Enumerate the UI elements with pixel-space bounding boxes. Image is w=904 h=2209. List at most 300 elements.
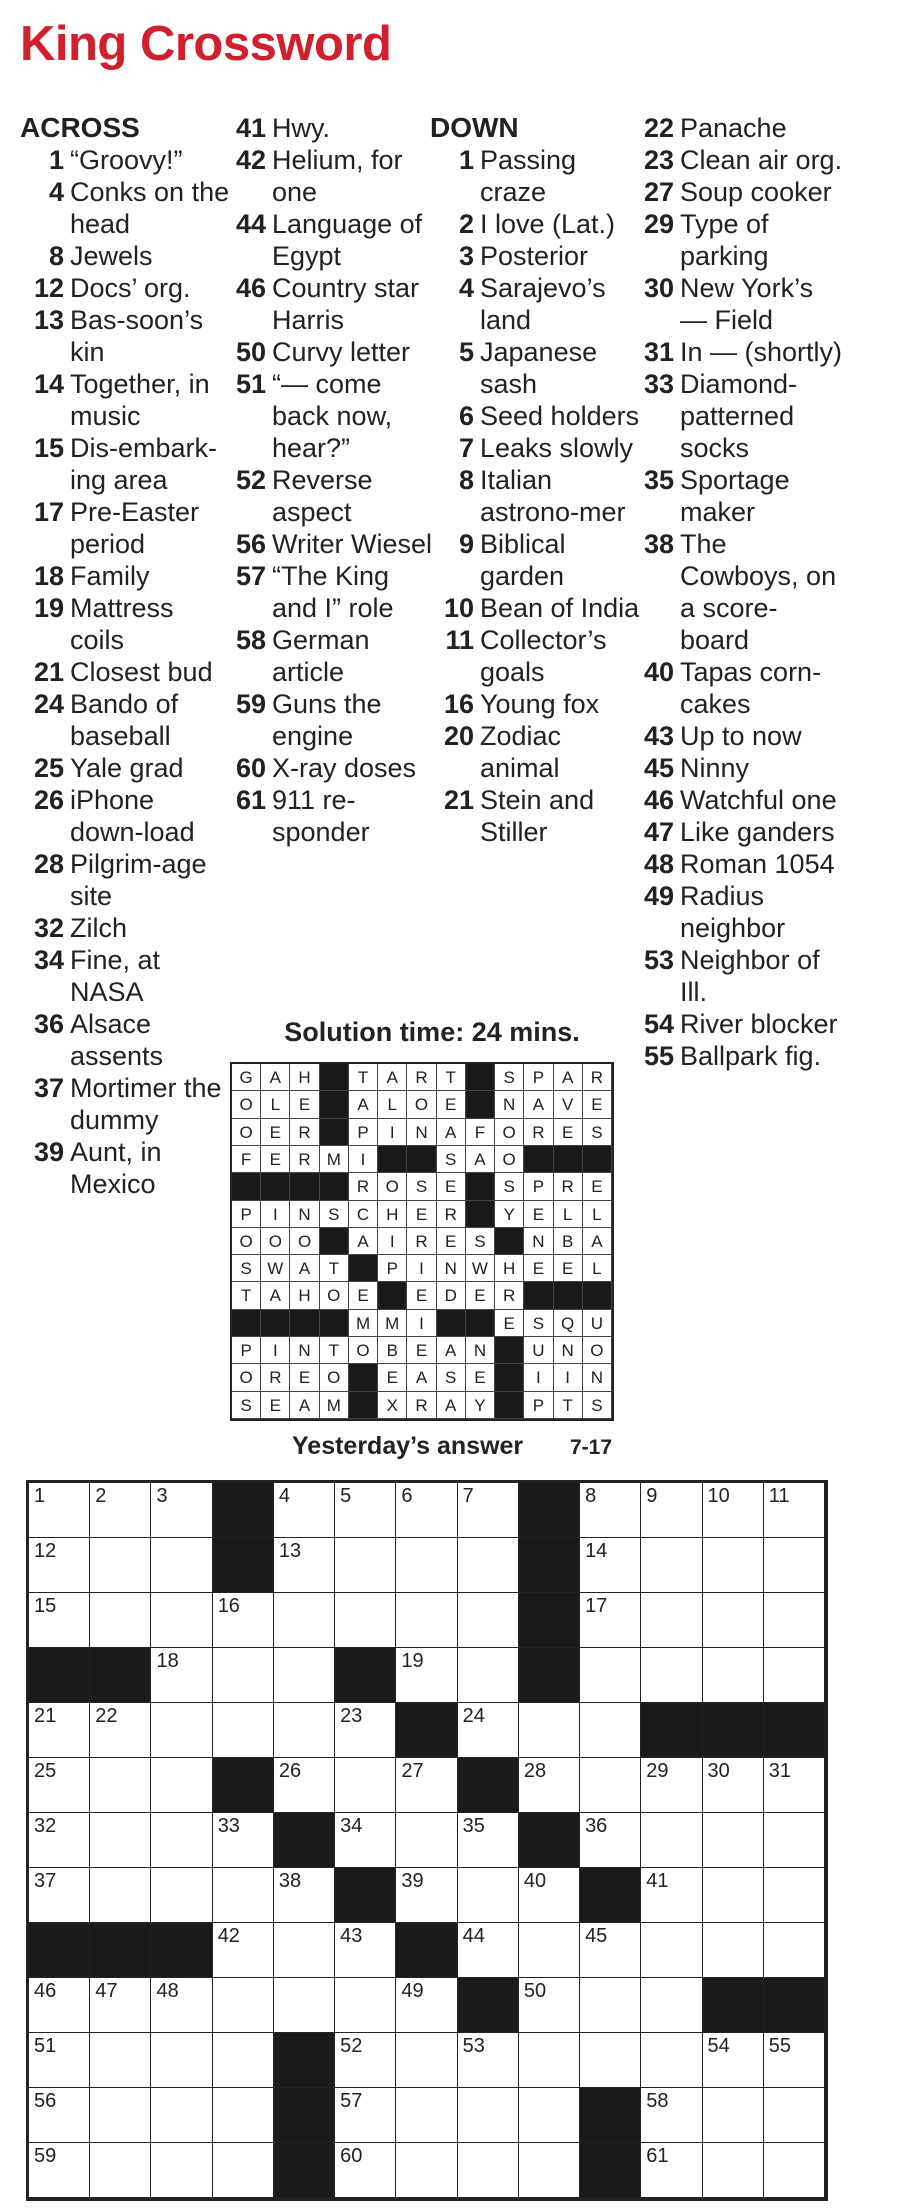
solution-letter: F <box>232 1146 261 1173</box>
grid-block <box>90 1648 151 1703</box>
grid-cell[interactable] <box>519 1758 580 1813</box>
grid-cell[interactable] <box>396 1758 457 1813</box>
grid-cell[interactable] <box>580 1538 641 1593</box>
grid-cell[interactable] <box>151 2033 212 2088</box>
clue-item <box>630 1040 845 1072</box>
grid-cell[interactable] <box>764 1593 825 1648</box>
cell-number: 17 <box>585 1595 608 1617</box>
clue-number: 4 <box>458 273 474 303</box>
solution-letter: M <box>378 1310 407 1337</box>
grid-cell[interactable] <box>335 1703 396 1758</box>
solution-letter: X <box>378 1392 407 1419</box>
grid-cell[interactable] <box>641 2033 702 2088</box>
grid-cell[interactable] <box>335 2143 396 2198</box>
cell-number: 5 <box>340 1485 352 1507</box>
grid-cell[interactable] <box>213 1978 274 2033</box>
clue-item <box>430 688 645 720</box>
grid-cell[interactable] <box>580 1813 641 1868</box>
solution-letter: H <box>290 1282 319 1309</box>
grid-block <box>580 2088 641 2143</box>
grid-cell[interactable] <box>641 1758 702 1813</box>
clue-text: Bando of baseball <box>70 689 179 751</box>
solution-letter: E <box>290 1364 319 1391</box>
cell-number: 42 <box>217 1925 240 1947</box>
grid-cell[interactable] <box>396 1648 457 1703</box>
cell-number: 43 <box>340 1925 363 1947</box>
clue-item <box>630 208 845 272</box>
grid-cell[interactable] <box>458 1593 519 1648</box>
grid-cell[interactable] <box>90 1483 151 1538</box>
cell-number: 19 <box>401 1650 424 1672</box>
grid-cell[interactable] <box>641 1813 702 1868</box>
solution-block <box>290 1310 319 1337</box>
grid-cell[interactable] <box>274 1758 335 1813</box>
solution-letter: I <box>554 1364 583 1391</box>
clue-item <box>430 208 645 240</box>
grid-cell[interactable] <box>641 2143 702 2198</box>
grid-cell[interactable] <box>458 1538 519 1593</box>
grid-cell[interactable] <box>274 1593 335 1648</box>
grid-cell[interactable] <box>580 1483 641 1538</box>
grid-cell[interactable] <box>213 1703 274 1758</box>
cell-number: 11 <box>768 1485 790 1507</box>
cell-number: 39 <box>401 1870 424 1892</box>
solution-letter: Q <box>554 1310 583 1337</box>
grid-cell[interactable] <box>274 1868 335 1923</box>
grid-cell[interactable] <box>90 1703 151 1758</box>
down-heading: DOWN <box>430 112 519 143</box>
clue-number: 26 <box>33 785 64 815</box>
grid-cell[interactable] <box>213 2143 274 2198</box>
grid-block <box>764 1703 825 1758</box>
grid-cell[interactable] <box>396 2143 457 2198</box>
grid-cell[interactable] <box>396 1978 457 2033</box>
cell-number: 48 <box>156 1980 179 2002</box>
grid-cell[interactable] <box>458 1703 519 1758</box>
clue-number: 55 <box>643 1041 674 1071</box>
solution-letter: S <box>437 1146 466 1173</box>
grid-block <box>703 1978 764 2033</box>
grid-cell[interactable] <box>458 2143 519 2198</box>
grid-cell[interactable] <box>519 1978 580 2033</box>
cell-number: 38 <box>278 1870 302 1892</box>
grid-cell[interactable] <box>764 1923 825 1978</box>
clue-item <box>20 784 235 848</box>
grid-cell[interactable] <box>396 2033 457 2088</box>
clue-item <box>222 336 437 368</box>
solution-letter: S <box>232 1392 261 1419</box>
solution-letter: W <box>261 1255 290 1282</box>
grid-block <box>580 1868 641 1923</box>
grid-cell[interactable] <box>90 1758 151 1813</box>
grid-cell[interactable] <box>519 2088 580 2143</box>
clue-number: 18 <box>33 561 64 591</box>
solution-block <box>554 1282 583 1309</box>
grid-cell[interactable] <box>335 2088 396 2143</box>
clue-number: 36 <box>33 1009 64 1039</box>
grid-cell[interactable] <box>519 2033 580 2088</box>
grid-cell[interactable] <box>396 2088 457 2143</box>
solution-letter: E <box>290 1091 319 1118</box>
grid-cell[interactable] <box>580 1923 641 1978</box>
solution-letter: A <box>554 1064 583 1091</box>
solution-letter: R <box>407 1064 436 1091</box>
clue-number: 17 <box>33 497 64 527</box>
solution-block <box>466 1091 495 1118</box>
solution-letter: A <box>583 1228 612 1255</box>
grid-cell[interactable] <box>151 2088 212 2143</box>
solution-letter: D <box>437 1282 466 1309</box>
cell-number: 54 <box>707 2035 730 2057</box>
clue-item <box>430 784 645 848</box>
grid-cell[interactable] <box>335 2033 396 2088</box>
clue-text: Jewels <box>70 241 153 271</box>
grid-cell[interactable] <box>335 1538 396 1593</box>
grid-cell[interactable] <box>764 2088 825 2143</box>
clue-number: 10 <box>443 593 474 623</box>
clue-number: 12 <box>33 273 64 303</box>
cell-number: 35 <box>462 1815 485 1837</box>
grid-cell[interactable] <box>396 1483 457 1538</box>
grid-cell[interactable] <box>641 1923 702 1978</box>
cell-number: 47 <box>95 1980 118 2002</box>
clue-item <box>20 144 235 176</box>
grid-cell[interactable] <box>274 1703 335 1758</box>
grid-cell[interactable] <box>213 1813 274 1868</box>
clue-number: 8 <box>458 465 474 495</box>
grid-cell[interactable] <box>580 1978 641 2033</box>
grid-cell[interactable] <box>29 1813 90 1868</box>
clue-text: Yale grad <box>70 753 184 783</box>
solution-letter: T <box>349 1064 378 1091</box>
grid-cell[interactable] <box>764 1538 825 1593</box>
grid-cell[interactable] <box>151 1758 212 1813</box>
grid-cell[interactable] <box>641 1648 702 1703</box>
grid-cell[interactable] <box>335 1923 396 1978</box>
grid-cell[interactable] <box>335 1978 396 2033</box>
solution-letter: E <box>554 1255 583 1282</box>
cell-number: 53 <box>462 2035 485 2057</box>
clue-item <box>20 912 235 944</box>
clue-text: Closest bud <box>70 657 213 687</box>
clue-number: 46 <box>643 785 674 815</box>
cell-number: 25 <box>34 1760 57 1782</box>
solution-letter: T <box>320 1337 349 1364</box>
grid-cell[interactable] <box>396 1593 457 1648</box>
clue-number: 48 <box>643 849 674 879</box>
solution-letter: R <box>261 1364 290 1391</box>
grid-cell[interactable] <box>151 1978 212 2033</box>
grid-cell[interactable] <box>90 2088 151 2143</box>
grid-cell[interactable] <box>29 1868 90 1923</box>
grid-cell[interactable] <box>641 1978 702 2033</box>
clue-item <box>630 528 845 656</box>
grid-cell[interactable] <box>703 1813 764 1868</box>
cell-number: 33 <box>217 1815 240 1837</box>
solution-letter: L <box>554 1201 583 1228</box>
clue-item <box>430 624 645 688</box>
solution-letter: Y <box>495 1201 524 1228</box>
grid-cell[interactable] <box>641 2088 702 2143</box>
grid-cell[interactable] <box>29 1538 90 1593</box>
grid-cell[interactable] <box>151 1593 212 1648</box>
grid-cell[interactable] <box>90 2143 151 2198</box>
grid-cell[interactable] <box>29 2143 90 2198</box>
clue-text: Aunt, in Mexico <box>70 1137 162 1199</box>
solution-letter: S <box>524 1310 553 1337</box>
clue-number: 1 <box>48 145 64 175</box>
grid-cell[interactable] <box>213 1648 274 1703</box>
grid-cell[interactable] <box>580 1758 641 1813</box>
grid-cell[interactable] <box>29 1758 90 1813</box>
grid-cell[interactable] <box>458 2033 519 2088</box>
grid-cell[interactable] <box>764 2033 825 2088</box>
clue-number: 14 <box>33 369 64 399</box>
grid-cell[interactable] <box>703 1483 764 1538</box>
grid-cell[interactable] <box>90 1813 151 1868</box>
grid-cell[interactable] <box>274 1648 335 1703</box>
solution-letter: H <box>495 1255 524 1282</box>
grid-cell[interactable] <box>396 1813 457 1868</box>
solution-letter: I <box>407 1310 436 1337</box>
clue-text: The Cowboys, on a score-board <box>680 529 837 655</box>
solution-block <box>261 1310 290 1337</box>
solution-letter: O <box>290 1228 319 1255</box>
clue-number: 2 <box>458 209 474 239</box>
solution-block <box>320 1228 349 1255</box>
clue-item <box>20 560 235 592</box>
solution-letter: V <box>554 1091 583 1118</box>
grid-cell[interactable] <box>213 2033 274 2088</box>
grid-cell[interactable] <box>29 2033 90 2088</box>
cell-number: 40 <box>523 1870 547 1892</box>
grid-cell[interactable] <box>213 1593 274 1648</box>
clue-number: 1 <box>458 145 474 175</box>
grid-cell[interactable] <box>764 1483 825 1538</box>
grid-cell[interactable] <box>641 1868 702 1923</box>
grid-cell[interactable] <box>274 1538 335 1593</box>
grid-cell[interactable] <box>458 1923 519 1978</box>
clue-item <box>630 848 845 880</box>
clue-item <box>222 688 437 752</box>
clue-number: 39 <box>33 1137 64 1167</box>
grid-cell[interactable] <box>151 2143 212 2198</box>
grid-cell[interactable] <box>519 1868 580 1923</box>
clue-item <box>20 432 235 496</box>
grid-cell[interactable] <box>29 1593 90 1648</box>
grid-cell[interactable] <box>335 1758 396 1813</box>
solution-letter: S <box>232 1255 261 1282</box>
grid-cell[interactable] <box>90 1593 151 1648</box>
grid-cell[interactable] <box>396 1868 457 1923</box>
grid-cell[interactable] <box>580 2033 641 2088</box>
clue-item <box>630 752 845 784</box>
grid-cell[interactable] <box>29 1483 90 1538</box>
grid-cell[interactable] <box>29 1703 90 1758</box>
solution-letter: A <box>437 1337 466 1364</box>
grid-cell[interactable] <box>703 2033 764 2088</box>
solution-letter: A <box>261 1282 290 1309</box>
solution-block <box>495 1392 524 1419</box>
clue-text: River blocker <box>680 1009 838 1039</box>
clue-number: 25 <box>33 753 64 783</box>
grid-cell[interactable] <box>458 1483 519 1538</box>
solution-letter: M <box>320 1392 349 1419</box>
clue-item <box>630 1008 845 1040</box>
clue-item <box>430 432 645 464</box>
grid-block <box>458 1758 519 1813</box>
grid-cell[interactable] <box>703 2088 764 2143</box>
clue-item <box>20 752 235 784</box>
clue-item <box>222 784 437 848</box>
clue-number: 43 <box>643 721 674 751</box>
grid-cell[interactable] <box>29 1978 90 2033</box>
grid-cell[interactable] <box>213 1923 274 1978</box>
solution-letter: E <box>495 1310 524 1337</box>
clue-text: Family <box>70 561 150 591</box>
grid-block <box>519 1813 580 1868</box>
grid-cell[interactable] <box>458 1868 519 1923</box>
grid-cell[interactable] <box>151 1868 212 1923</box>
clue-text: Mattress coils <box>70 593 174 655</box>
solution-letter: E <box>583 1091 612 1118</box>
grid-block <box>335 1868 396 1923</box>
grid-cell[interactable] <box>764 1758 825 1813</box>
grid-cell[interactable] <box>641 1538 702 1593</box>
grid-cell[interactable] <box>90 1538 151 1593</box>
grid-cell[interactable] <box>274 1923 335 1978</box>
clue-number: 16 <box>443 689 474 719</box>
solution-letter: E <box>524 1201 553 1228</box>
cell-number: 22 <box>95 1705 118 1727</box>
grid-cell[interactable] <box>274 1483 335 1538</box>
grid-cell[interactable] <box>580 1648 641 1703</box>
cell-number: 28 <box>523 1760 547 1782</box>
solution-block <box>290 1173 319 1200</box>
clue-text: I love (Lat.) <box>480 209 616 239</box>
clue-number: 37 <box>33 1073 64 1103</box>
clue-item <box>222 208 437 272</box>
clue-text: Roman 1054 <box>680 849 835 879</box>
solution-letter: O <box>232 1091 261 1118</box>
clue-number: 60 <box>235 753 266 783</box>
solution-letter: L <box>261 1091 290 1118</box>
grid-block <box>213 1538 274 1593</box>
grid-cell[interactable] <box>90 1868 151 1923</box>
solution-block <box>466 1173 495 1200</box>
grid-block <box>213 1483 274 1538</box>
grid-block <box>641 1703 702 1758</box>
grid-cell[interactable] <box>213 1868 274 1923</box>
solution-letter: E <box>407 1337 436 1364</box>
grid-cell[interactable] <box>519 2143 580 2198</box>
clue-text: Alsace assents <box>70 1009 164 1071</box>
grid-cell[interactable] <box>274 1978 335 2033</box>
solution-letter: E <box>437 1173 466 1200</box>
clue-item <box>20 944 235 1008</box>
solution-letter: R <box>524 1119 553 1146</box>
grid-block <box>764 1978 825 2033</box>
grid-cell[interactable] <box>703 1758 764 1813</box>
cell-number: 51 <box>34 2035 57 2057</box>
clue-text: Passing craze <box>480 145 577 207</box>
solution-letter: M <box>349 1310 378 1337</box>
solution-letter: O <box>232 1364 261 1391</box>
grid-cell[interactable] <box>703 1648 764 1703</box>
grid-cell[interactable] <box>703 1538 764 1593</box>
grid-cell[interactable] <box>458 2088 519 2143</box>
grid-cell[interactable] <box>458 1648 519 1703</box>
solution-letter: O <box>495 1119 524 1146</box>
grid-cell[interactable] <box>641 1483 702 1538</box>
clue-item <box>430 528 645 592</box>
grid-cell[interactable] <box>151 1538 212 1593</box>
grid-cell[interactable] <box>703 1593 764 1648</box>
solution-letter: E <box>261 1146 290 1173</box>
grid-cell[interactable] <box>335 1483 396 1538</box>
grid-cell[interactable] <box>519 1703 580 1758</box>
solution-letter: N <box>524 1228 553 1255</box>
grid-cell[interactable] <box>90 1978 151 2033</box>
solution-letter: S <box>437 1364 466 1391</box>
grid-block <box>274 2033 335 2088</box>
grid-cell[interactable] <box>703 2143 764 2198</box>
grid-cell[interactable] <box>151 1648 212 1703</box>
grid-cell[interactable] <box>641 1593 702 1648</box>
grid-cell[interactable] <box>151 1703 212 1758</box>
grid-cell[interactable] <box>519 1923 580 1978</box>
solution-letter: N <box>583 1364 612 1391</box>
solution-letter: B <box>378 1337 407 1364</box>
clue-number: 34 <box>33 945 64 975</box>
grid-cell[interactable] <box>703 1923 764 1978</box>
solution-letter: P <box>378 1255 407 1282</box>
grid-cell[interactable] <box>151 1483 212 1538</box>
grid-cell[interactable] <box>335 1813 396 1868</box>
clue-number: 21 <box>33 657 64 687</box>
clue-number: 19 <box>33 593 64 623</box>
grid-cell[interactable] <box>151 1813 212 1868</box>
clue-column-down-2 <box>630 112 845 1072</box>
solution-letter: P <box>524 1392 553 1419</box>
grid-cell[interactable] <box>764 1648 825 1703</box>
grid-cell[interactable] <box>396 1538 457 1593</box>
solution-letter: Y <box>466 1392 495 1419</box>
grid-cell[interactable] <box>335 1593 396 1648</box>
cell-number: 18 <box>156 1650 179 1672</box>
grid-cell[interactable] <box>764 1868 825 1923</box>
clue-item <box>20 656 235 688</box>
solution-letter: A <box>466 1146 495 1173</box>
solution-letter: S <box>495 1064 524 1091</box>
solution-letter: O <box>232 1228 261 1255</box>
grid-cell[interactable] <box>703 1868 764 1923</box>
grid-cell[interactable] <box>764 1813 825 1868</box>
clue-text: Young fox <box>480 689 600 719</box>
grid-cell[interactable] <box>580 1703 641 1758</box>
grid-cell[interactable] <box>580 1593 641 1648</box>
grid-cell[interactable] <box>213 2088 274 2143</box>
grid-block <box>274 2143 335 2198</box>
clue-item <box>430 720 645 784</box>
page-title: King Crossword <box>20 17 392 71</box>
clue-text: German article <box>272 625 370 687</box>
grid-cell[interactable] <box>764 2143 825 2198</box>
clue-text: Seed holders <box>480 401 640 431</box>
grid-cell[interactable] <box>29 2088 90 2143</box>
grid-cell[interactable] <box>458 1813 519 1868</box>
grid-cell[interactable] <box>90 2033 151 2088</box>
